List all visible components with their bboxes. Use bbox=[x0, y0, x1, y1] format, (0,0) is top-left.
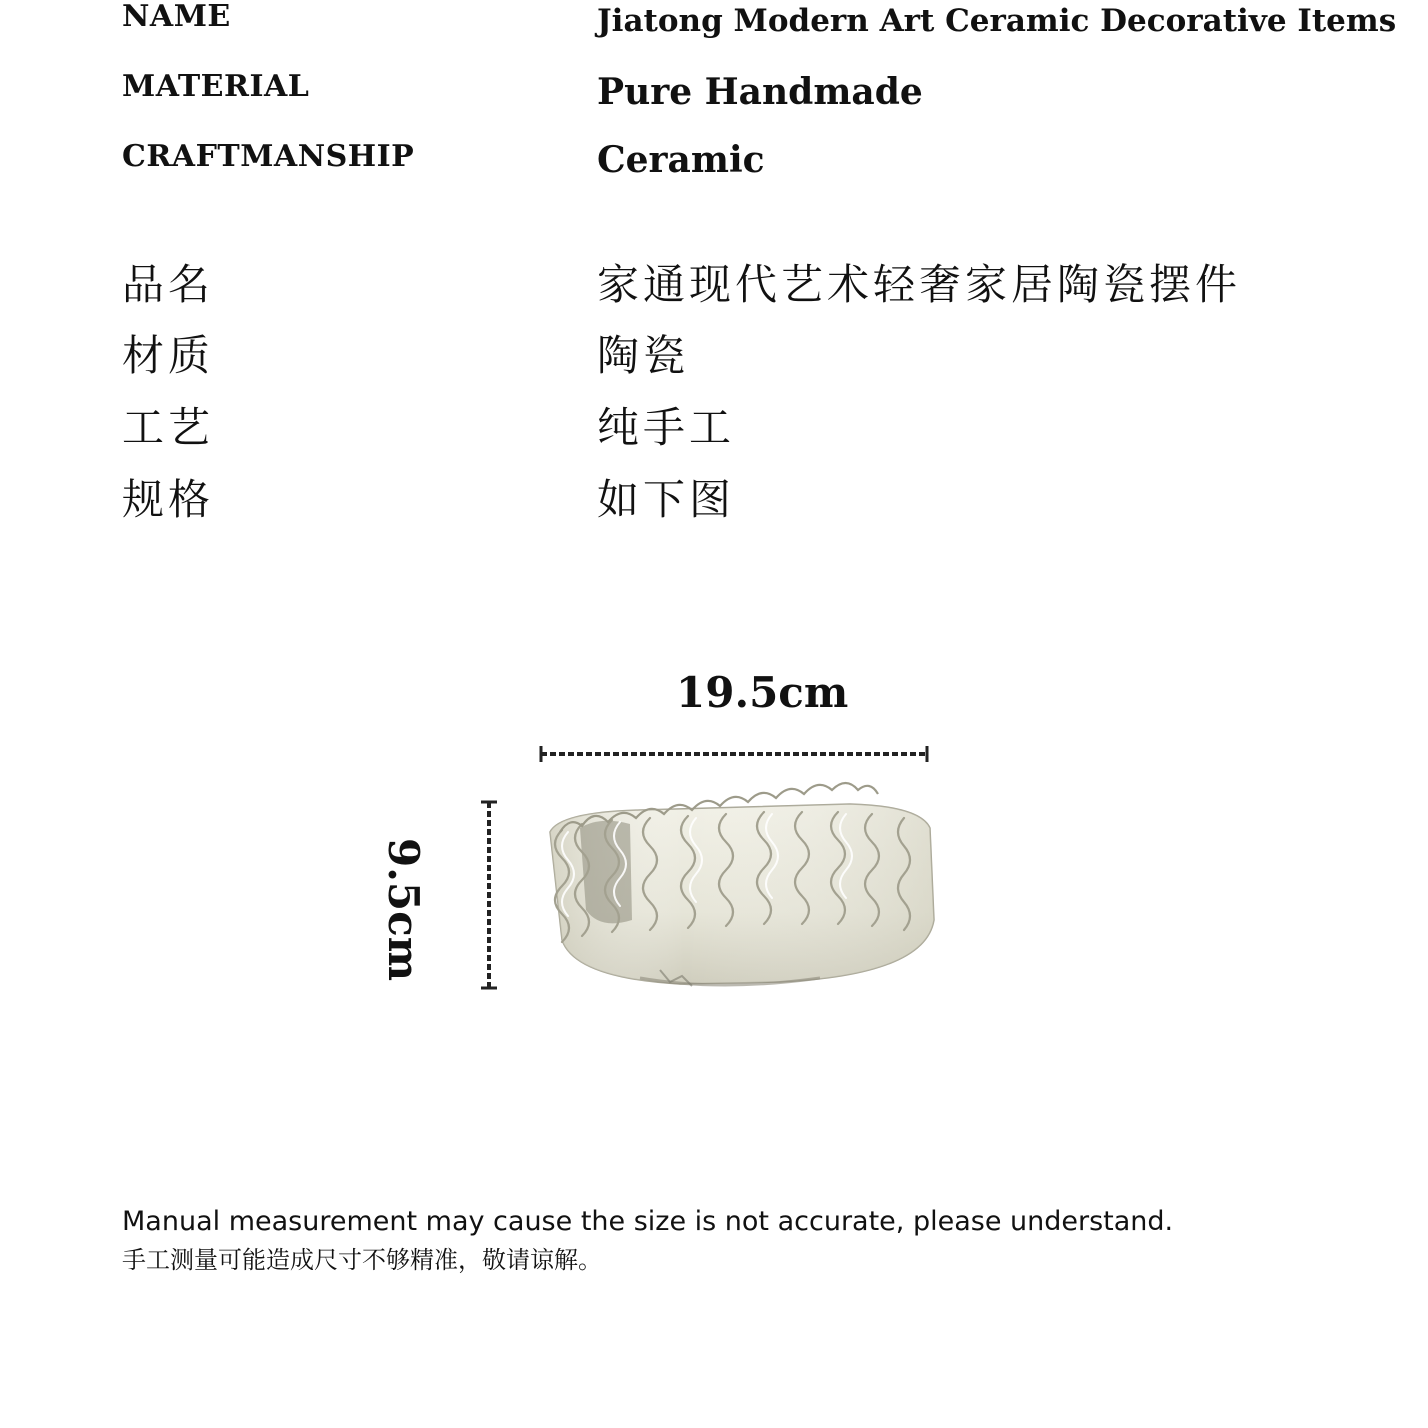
ceramic-bowl-image bbox=[520, 720, 960, 1010]
size-label-zh: 规格 bbox=[122, 475, 215, 524]
craftsmanship-value-en: Ceramic bbox=[597, 139, 765, 181]
height-dimension-text: 9.5cm bbox=[379, 838, 428, 982]
measurement-note-zh: 手工测量可能造成尺寸不够精准，敬请谅解。 bbox=[122, 1246, 602, 1274]
material-label-en: MATERIAL bbox=[122, 69, 310, 104]
material-value-zh: 陶瓷 bbox=[597, 331, 690, 380]
name-value-en: Jiatong Modern Art Ceramic Decorative Items bbox=[597, 3, 1397, 39]
size-value-zh: 如下图 bbox=[597, 475, 736, 524]
name-value-zh: 家通现代艺术轻奢家居陶瓷摆件 bbox=[597, 260, 1242, 309]
name-label-zh: 品名 bbox=[122, 260, 215, 309]
measurement-note-en: Manual measurement may cause the size is not accurate, please understand. bbox=[122, 1206, 1174, 1237]
craft-value-zh: 纯手工 bbox=[597, 403, 736, 452]
craftsmanship-label-en: CRAFTMANSHIP bbox=[122, 139, 415, 174]
material-label-zh: 材质 bbox=[122, 331, 215, 380]
height-dimension-line bbox=[476, 796, 502, 996]
craft-label-zh: 工艺 bbox=[122, 403, 215, 452]
name-label-en: NAME bbox=[122, 0, 231, 34]
width-dimension-label: 19.5cm bbox=[676, 668, 849, 717]
material-value-en: Pure Handmade bbox=[597, 71, 923, 113]
